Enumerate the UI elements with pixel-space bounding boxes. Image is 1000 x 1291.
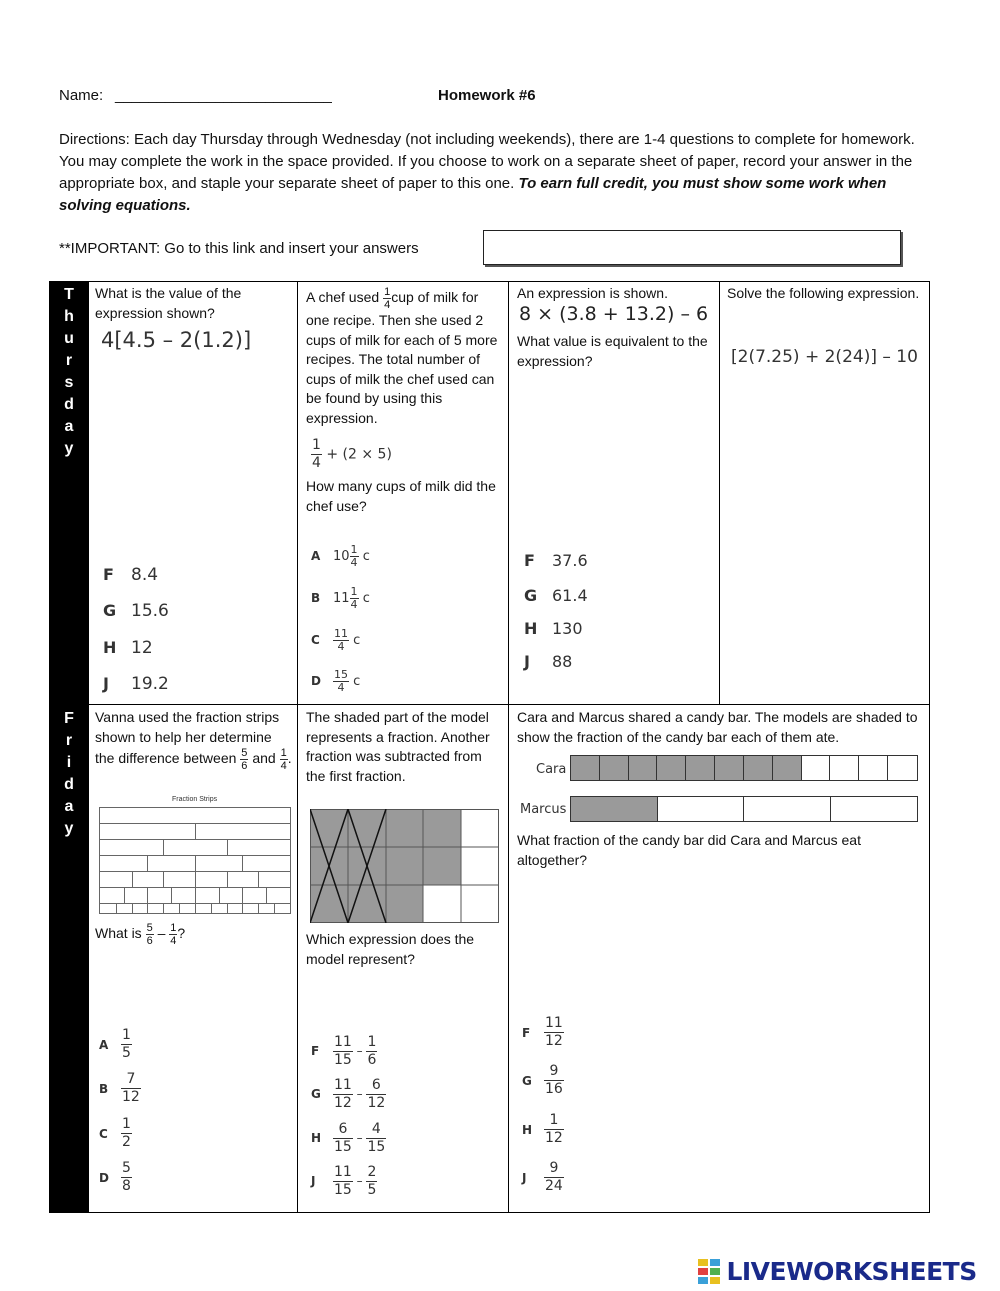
bar-cell-shaded xyxy=(600,756,629,780)
day-letter: h xyxy=(64,308,74,325)
model-unshaded-cell xyxy=(423,885,461,923)
fraction: $\frac{15}{4}$ xyxy=(334,668,348,694)
bar-cell-empty xyxy=(831,797,918,821)
option-letter: D xyxy=(99,1170,109,1185)
q6-option[interactable]: G $\frac{11}{12}$ – $\frac{6}{12}$ xyxy=(311,1077,386,1111)
day-letter: y xyxy=(64,820,74,837)
q5-option[interactable] xyxy=(99,1071,141,1106)
q3-option[interactable] xyxy=(524,551,588,570)
strip-row xyxy=(100,856,290,872)
liveworksheets-logo xyxy=(698,1257,977,1286)
q3-prompt: An expression is shown. xyxy=(517,285,668,301)
q3-question: What value is equivalent to the expression? xyxy=(517,333,708,369)
q7-option[interactable] xyxy=(522,1015,564,1050)
logo-blocks-icon xyxy=(698,1259,722,1285)
q5-prompt: Vanna used the fraction strips shown to help her determine the difference between $\frac{5}{6}$ and $\frac{1}{4}$ . xyxy=(95,709,292,772)
day-letter: T xyxy=(64,286,74,303)
option-value: 8.4 xyxy=(131,565,159,585)
fraction: $\frac{1}{5}$ xyxy=(122,1027,131,1061)
model-unshaded-column xyxy=(461,809,499,923)
option-whole: 11 xyxy=(333,591,350,606)
answer-link-box[interactable] xyxy=(483,230,901,265)
strip-row xyxy=(100,824,290,840)
bar-cell-shaded xyxy=(715,756,744,780)
friday-label xyxy=(49,708,89,840)
q3-option[interactable] xyxy=(524,619,583,638)
option-unit: c xyxy=(353,633,361,648)
option-letter: J xyxy=(311,1174,316,1188)
option-letter: B xyxy=(311,591,321,605)
q5-question-text: What is xyxy=(95,925,142,942)
fraction: $\frac{6}{12}$ xyxy=(367,1077,386,1111)
option-letter: G xyxy=(103,601,117,620)
fraction: $\frac{5}{6}$ xyxy=(146,922,153,947)
fraction: $\frac{9}{16}$ xyxy=(545,1063,563,1097)
fraction: $\frac{1}{12}$ xyxy=(545,1112,563,1146)
option-letter: F xyxy=(524,551,535,570)
option-value: 15.6 xyxy=(131,601,169,621)
q1-option[interactable] xyxy=(103,601,169,621)
option-letter: J xyxy=(522,1170,527,1185)
option-value: 130 xyxy=(552,619,583,638)
directions-text: Directions: Each day Thursday through Wednesday (not including weekends), there are 1-4 questions to complete for homework. You may complete the work in the space provided. If you choose to work on a separate sheet of paper, record your answer in the appropriate box, and staple your separate sheet of paper to this one. xyxy=(59,131,915,192)
fraction: $\frac{9}{24}$ xyxy=(545,1160,563,1194)
option-whole: 10 xyxy=(333,549,350,564)
q5-and: and xyxy=(252,750,276,767)
q3-expression: 8 × (3.8 + 13.2) – 6 xyxy=(519,303,709,325)
directions-emphasis: To earn full credit, you must show some work when solving equations. xyxy=(59,175,887,214)
bar-cell-shaded xyxy=(571,756,600,780)
q5-option[interactable] xyxy=(99,1027,132,1062)
bar-cell-empty xyxy=(859,756,888,780)
fraction-strips xyxy=(99,807,291,914)
fraction: $\frac{5}{6}$ xyxy=(241,747,248,772)
option-value: 19.2 xyxy=(131,674,169,694)
option-value: 61.4 xyxy=(552,586,588,605)
fraction: $\frac{6}{15}$ xyxy=(334,1121,352,1155)
fraction: $\frac{1}{4}$ xyxy=(350,585,358,611)
option-letter: H xyxy=(103,638,117,657)
strip-row xyxy=(100,904,290,914)
q6-option[interactable]: J $\frac{11}{15}$ – $\frac{2}{5}$ xyxy=(311,1164,377,1198)
option-value: 12 xyxy=(131,638,153,658)
option-unit: c xyxy=(362,549,370,564)
q5-prompt-a: Vanna used the fraction strips shown to help her determine the difference between xyxy=(95,709,280,767)
option-letter: G xyxy=(522,1073,532,1088)
bar-cell-empty xyxy=(802,756,831,780)
q1-expression: 4[4.5 – 2(1.2)] xyxy=(101,328,252,352)
bar-cell-empty xyxy=(658,797,745,821)
q7-option[interactable] xyxy=(522,1112,564,1147)
q3-option[interactable] xyxy=(524,586,588,605)
day-letter: s xyxy=(64,374,74,391)
q2-prompt-b: cup of milk for one recipe. Then she used 2 cups of milk for each of 5 more recipes. The total number of cups of milk the chef used can be found by using this expression. xyxy=(306,289,498,426)
q5-question xyxy=(95,922,185,947)
option-letter: D xyxy=(311,674,321,688)
day-letter: u xyxy=(64,330,74,347)
fraction: $\frac{4}{15}$ xyxy=(367,1121,386,1155)
fraction: $\frac{1}{6}$ xyxy=(367,1034,377,1068)
option-letter: H xyxy=(524,619,538,638)
option-letter: H xyxy=(522,1122,533,1137)
q6-option[interactable]: F $\frac{11}{15}$ – $\frac{1}{6}$ xyxy=(311,1034,377,1068)
day-letter: r xyxy=(65,732,73,749)
page-title: Homework #6 xyxy=(438,87,536,104)
fraction: $\frac{1}{4}$ xyxy=(350,543,358,569)
directions xyxy=(59,129,929,217)
day-letter: d xyxy=(64,396,74,413)
q1-option[interactable] xyxy=(103,638,153,658)
q4-prompt: Solve the following expression. xyxy=(727,285,920,301)
strip-row xyxy=(100,808,290,824)
q2-option[interactable] xyxy=(311,669,360,694)
q2-prompt-a: A chef used xyxy=(306,289,380,306)
fraction: $\frac{11}{12}$ xyxy=(334,1077,352,1111)
fraction: $\frac{1}{4}$ xyxy=(312,437,321,471)
option-letter: F xyxy=(311,1044,320,1058)
day-letter: y xyxy=(64,440,74,457)
strip-row xyxy=(100,840,290,856)
fraction: $\frac{7}{12}$ xyxy=(122,1071,140,1105)
bar-cell-empty xyxy=(744,797,831,821)
marcus-label: Marcus xyxy=(520,802,567,817)
q6-question: Which expression does the model represent? xyxy=(306,931,475,967)
option-letter: G xyxy=(311,1087,321,1101)
day-letter: d xyxy=(64,776,74,793)
option-letter: A xyxy=(99,1037,109,1052)
fraction: $\frac{11}{15}$ xyxy=(334,1034,352,1068)
cara-label: Cara xyxy=(536,762,567,777)
option-unit: c xyxy=(362,591,370,606)
bar-cell-shaded xyxy=(744,756,773,780)
q2-option[interactable] xyxy=(311,544,370,569)
important-note: **IMPORTANT: Go to this link and insert your answers xyxy=(59,240,419,257)
fraction: $\frac{11}{15}$ xyxy=(334,1164,352,1198)
q2-prompt xyxy=(306,286,503,428)
fraction: $\frac{1}{4}$ xyxy=(170,922,177,947)
name-blank[interactable]: __________________________ xyxy=(115,87,332,104)
day-letter: r xyxy=(65,352,73,369)
thursday-label xyxy=(49,284,89,460)
day-letter: i xyxy=(66,754,72,771)
q1-option[interactable] xyxy=(103,565,158,585)
q6-prompt: The shaded part of the model represents a fraction. Another fraction was subtracted from the first fraction. xyxy=(306,709,490,784)
fraction: $\frac{2}{5}$ xyxy=(367,1164,377,1198)
strip-row xyxy=(100,872,290,888)
strip-row xyxy=(100,888,290,904)
bar-cell-shaded xyxy=(657,756,686,780)
option-letter: C xyxy=(311,633,320,647)
option-letter: H xyxy=(311,1131,322,1145)
q1-prompt: What is the value of the expression shown? xyxy=(95,285,242,321)
q7-option[interactable] xyxy=(522,1160,564,1195)
day-letter: a xyxy=(64,418,74,435)
minus-sign: – xyxy=(157,925,166,942)
question-mark: ? xyxy=(177,925,186,942)
q6-option[interactable]: H $\frac{6}{15}$ – $\frac{4}{15}$ xyxy=(311,1121,386,1155)
fraction: $\frac{1}{2}$ xyxy=(122,1116,131,1150)
marcus-bar xyxy=(570,796,918,822)
q2-question: How many cups of milk did the chef use? xyxy=(306,478,496,514)
day-letter: a xyxy=(64,798,74,815)
option-letter: B xyxy=(99,1081,109,1096)
bar-cell-shaded xyxy=(773,756,802,780)
q7-prompt: Cara and Marcus shared a candy bar. The models are shaded to show the fraction of the candy bar each of them ate. xyxy=(517,709,918,745)
cara-bar xyxy=(570,755,918,781)
q4-expression: [2(7.25) + 2(24)] – 10 xyxy=(731,347,918,367)
fraction: $\frac{1}{4}$ xyxy=(280,747,287,772)
fraction: $\frac{11}{12}$ xyxy=(545,1015,563,1049)
q2-expression xyxy=(311,437,392,472)
option-value: 88 xyxy=(552,652,573,671)
option-letter: G xyxy=(524,586,538,605)
bar-cell-empty xyxy=(830,756,859,780)
brand-name: LIVEWORKSHEETS xyxy=(726,1257,977,1286)
fraction: $\frac{1}{4}$ xyxy=(384,286,391,311)
option-letter: J xyxy=(524,652,530,671)
day-letter: F xyxy=(64,710,74,727)
q2-option[interactable] xyxy=(311,628,360,653)
q7-option[interactable] xyxy=(522,1063,564,1098)
option-unit: c xyxy=(353,674,361,689)
q5-option[interactable] xyxy=(99,1116,132,1151)
shaded-fraction-model xyxy=(310,809,499,923)
fraction-strips-title: Fraction Strips xyxy=(172,796,218,803)
bar-cell-shaded xyxy=(686,756,715,780)
q2-expression-rest: + (2 × 5) xyxy=(326,446,392,463)
q3-option[interactable] xyxy=(524,652,572,671)
option-letter: F xyxy=(103,565,114,584)
option-value: 37.6 xyxy=(552,551,588,570)
option-letter: J xyxy=(103,674,109,693)
name-label: Name: xyxy=(59,87,104,104)
q1-option[interactable] xyxy=(103,674,169,694)
bar-cell-empty xyxy=(888,756,917,780)
bar-cell-shaded xyxy=(571,797,658,821)
q7-question: What fraction of the candy bar did Cara and Marcus eat altogether? xyxy=(517,832,861,868)
option-letter: A xyxy=(311,549,321,563)
q2-option[interactable] xyxy=(311,586,370,611)
option-letter: F xyxy=(522,1025,531,1040)
fraction: $\frac{11}{4}$ xyxy=(334,627,348,653)
bar-cell-shaded xyxy=(629,756,658,780)
option-letter: C xyxy=(99,1126,108,1141)
fraction: $\frac{5}{8}$ xyxy=(122,1160,131,1194)
q5-option[interactable] xyxy=(99,1160,132,1195)
